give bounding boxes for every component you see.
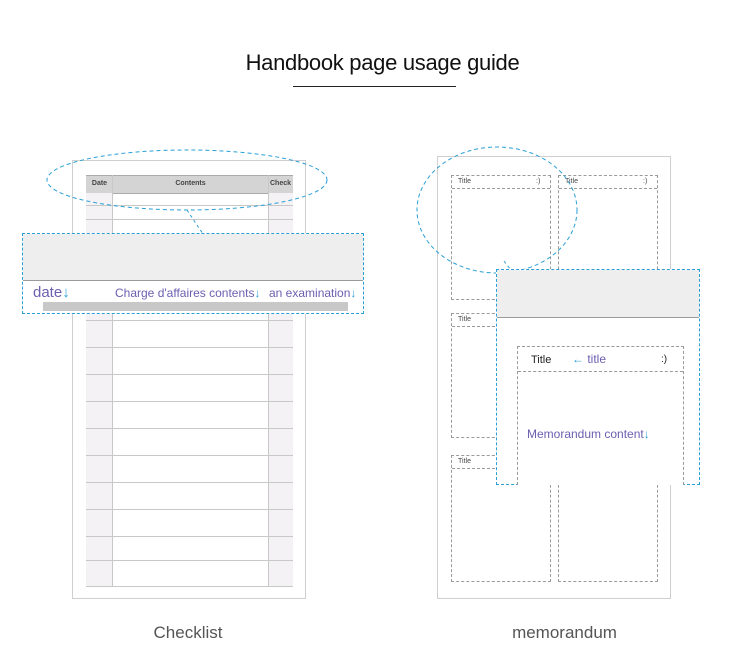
content-annotation: [527, 427, 650, 441]
checklist-row-line: [86, 401, 293, 402]
checklist-row-line: [86, 347, 293, 348]
memo-box-smile: :): [643, 178, 648, 185]
zoomed-smile: :): [661, 354, 668, 365]
callout-header-bar: [497, 270, 699, 318]
checklist-zoom-ellipse: [45, 145, 335, 240]
column-header-date: Date: [91, 180, 108, 187]
memo-box-title: Title: [458, 316, 471, 323]
checklist-row-line: [86, 536, 293, 537]
down-arrow-icon: ↓: [350, 286, 357, 300]
down-arrow-icon: ↓: [643, 427, 650, 441]
checklist-callout: [22, 233, 364, 314]
checklist-row-line: [86, 482, 293, 483]
title-annotation: [572, 352, 606, 366]
checklist-row-line: [86, 560, 293, 561]
checklist-row-line: [86, 509, 293, 510]
zoomed-memo-box: [517, 346, 684, 485]
memo-box-smile: :): [536, 178, 541, 185]
checklist-caption: Checklist: [153, 623, 223, 642]
title-annotation-text: title: [587, 352, 607, 366]
date-annotation: [33, 284, 70, 301]
checklist-row-line: [86, 320, 293, 321]
date-annotation-text: date: [33, 284, 63, 301]
title-underline: [293, 86, 456, 87]
memo-box-title: Title: [458, 458, 471, 465]
checklist-row-line: [86, 455, 293, 456]
callout-header-bar: [23, 234, 363, 281]
column-header-contents: Contents: [175, 180, 206, 187]
down-arrow-icon: ↓: [254, 286, 261, 300]
column-header-check: Check: [269, 180, 291, 187]
zoomed-title-label: Title: [531, 354, 552, 366]
contents-annotation: [115, 286, 261, 300]
memorandum-callout: [496, 269, 700, 485]
page-title: Handbook page usage guide: [245, 50, 520, 75]
left-arrow-icon: ←: [572, 352, 584, 366]
memorandum-caption: memorandum: [512, 623, 617, 642]
down-arrow-icon: ↓: [62, 284, 70, 301]
check-annotation: [269, 286, 356, 300]
contents-annotation-text: Charge d'affaires contents: [115, 286, 255, 300]
checklist-row-line: [86, 374, 293, 375]
memo-box-title: Title: [565, 178, 578, 185]
checklist-row-line: [86, 586, 293, 587]
callout-grey-strip: [43, 302, 348, 311]
memorandum-zoom-ellipse: [412, 140, 592, 280]
content-annotation-text: Memorandum content: [527, 427, 644, 441]
memo-box-title: Title: [458, 178, 471, 185]
checklist-row-line: [86, 428, 293, 429]
check-annotation-text: an examination: [269, 286, 351, 300]
